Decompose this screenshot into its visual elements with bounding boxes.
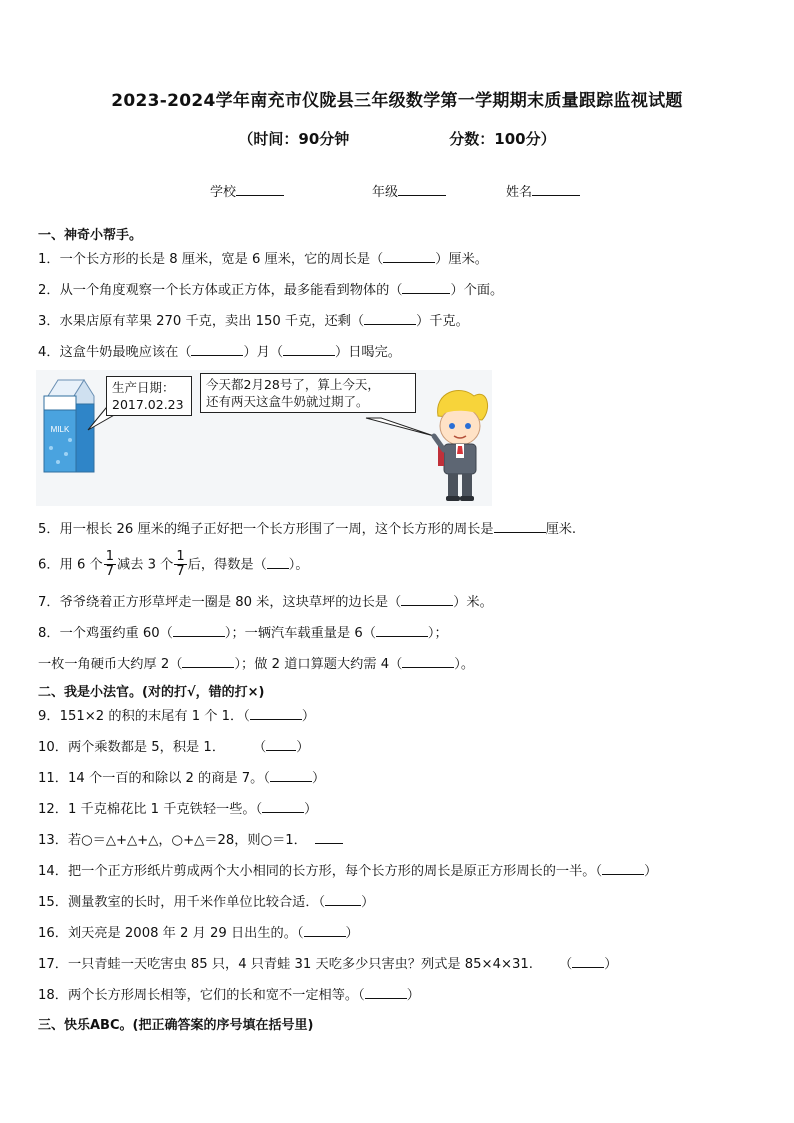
fraction-one-seventh: $\frac{1}{7}$: [176, 549, 185, 579]
milk-carton-icon: [44, 380, 94, 472]
page-title: 2023-2024学年南充市仪陇县三年级数学第一学期期末质量跟踪监视试题: [111, 91, 683, 111]
section-2-heading: 二、我是小法官。(对的打√，错的打×): [38, 685, 265, 700]
answer-blank[interactable]: [173, 624, 225, 637]
answer-blank[interactable]: [365, 986, 407, 999]
answer-blank[interactable]: [376, 624, 428, 637]
question-8-continued: 一枚一角硬币大约厚 2（ ）；做 2 道口算题大约需 4（ ）。: [38, 657, 475, 672]
question-7: 7．爷爷绕着正方形草坪走一圈是 80 米，这块草坪的边长是（ ）米。: [38, 595, 493, 610]
svg-text:MILK: MILK: [50, 425, 70, 434]
answer-blank[interactable]: [494, 520, 546, 533]
answer-blank[interactable]: [402, 655, 454, 668]
question-14: 14．把一个正方形纸片剪成两个大小相同的长方形，每个长方形的周长是原正方形周长的一半。（ ）: [38, 864, 658, 879]
answer-blank[interactable]: [383, 250, 435, 263]
answer-blank[interactable]: [364, 312, 416, 325]
name-field[interactable]: 姓名: [506, 181, 580, 200]
grade-field[interactable]: 年级: [372, 181, 446, 200]
question-2: 2．从一个角度观察一个长方体或正方体，最多能看到物体的（ ）个面。: [38, 283, 504, 298]
time-limit: （时间：90分钟: [238, 130, 350, 148]
question-12: 12．1 千克棉花比 1 千克铁轻一些。（ ）: [38, 802, 318, 817]
answer-blank[interactable]: [572, 955, 604, 968]
question-10: 10．两个乘数都是 5，积是 1． （ ）: [38, 740, 310, 755]
question-8: 8．一个鸡蛋约重 60（ ）；一辆汽车载重量是 6（ ）；: [38, 626, 448, 641]
question-15: 15．测量教室的长时，用千米作单位比较合适．（ ）: [38, 895, 375, 910]
question-1: 1．一个长方形的长是 8 厘米，宽是 6 厘米，它的周长是（ ）厘米。: [38, 252, 488, 267]
milk-illustration: [36, 370, 492, 506]
school-field[interactable]: 学校: [210, 181, 284, 200]
production-date-label: 生产日期： 2017.02.23: [106, 376, 192, 416]
section-1-heading: 一、神奇小帮手。: [38, 228, 143, 243]
answer-blank[interactable]: [270, 769, 312, 782]
question-11: 11．14 个一百的和除以 2 的商是 7。（ ）: [38, 771, 326, 786]
total-score: 分数：100分）: [449, 130, 556, 148]
answer-blank[interactable]: [267, 556, 289, 569]
question-3: 3．水果店原有苹果 270 千克，卖出 150 千克，还剩（ ）千克。: [38, 314, 469, 329]
question-6: 6．用 6 个 $\frac{1}{7}$ 减去 3 个 $\frac{1}{7}$ 后，得数是（ ）。: [38, 549, 309, 579]
answer-blank[interactable]: [191, 343, 243, 356]
fraction-one-seventh: $\frac{1}{7}$: [105, 549, 115, 579]
question-17: 17．一只青蛙一天吃害虫 85 只，4 只青蛙 31 天吃多少只害虫？列式是 85×4×31. （ ）: [38, 957, 618, 972]
question-9: 9．151×2 的积的末尾有 1 个 1．（ ）: [38, 709, 316, 724]
answer-blank[interactable]: [304, 924, 346, 937]
answer-blank[interactable]: [266, 738, 296, 751]
answer-blank[interactable]: [401, 593, 453, 606]
exam-meta: [0, 128, 794, 149]
answer-blank[interactable]: [262, 800, 304, 813]
answer-blank[interactable]: [325, 893, 361, 906]
question-5: 5．用一根长 26 厘米的绳子正好把一个长方形围了一周，这个长方形的周长是 厘米.: [38, 522, 577, 537]
question-16: 16．刘天亮是 2008 年 2 月 29 日出生的。（ ）: [38, 926, 359, 941]
question-13: 13．若○＝△+△+△，○+△＝28，则○＝1．: [38, 831, 343, 850]
section-3-heading: 三、快乐ABC。(把正确答案的序号填在括号里): [38, 1018, 314, 1033]
question-18: 18．两个长方形周长相等，它们的长和宽不一定相等。（ ）: [38, 988, 420, 1003]
answer-blank[interactable]: [402, 281, 450, 294]
answer-blank[interactable]: [283, 343, 335, 356]
speech-bubble: 今天都2月28号了，算上今天， 还有两天这盒牛奶就过期了。: [200, 373, 416, 413]
answer-blank[interactable]: [602, 862, 644, 875]
answer-blank[interactable]: [315, 831, 343, 844]
answer-blank[interactable]: [250, 707, 302, 720]
answer-blank[interactable]: [182, 655, 234, 668]
question-4: 4．这盒牛奶最晚应该在（ ）月（ ）日喝完。: [38, 345, 401, 360]
